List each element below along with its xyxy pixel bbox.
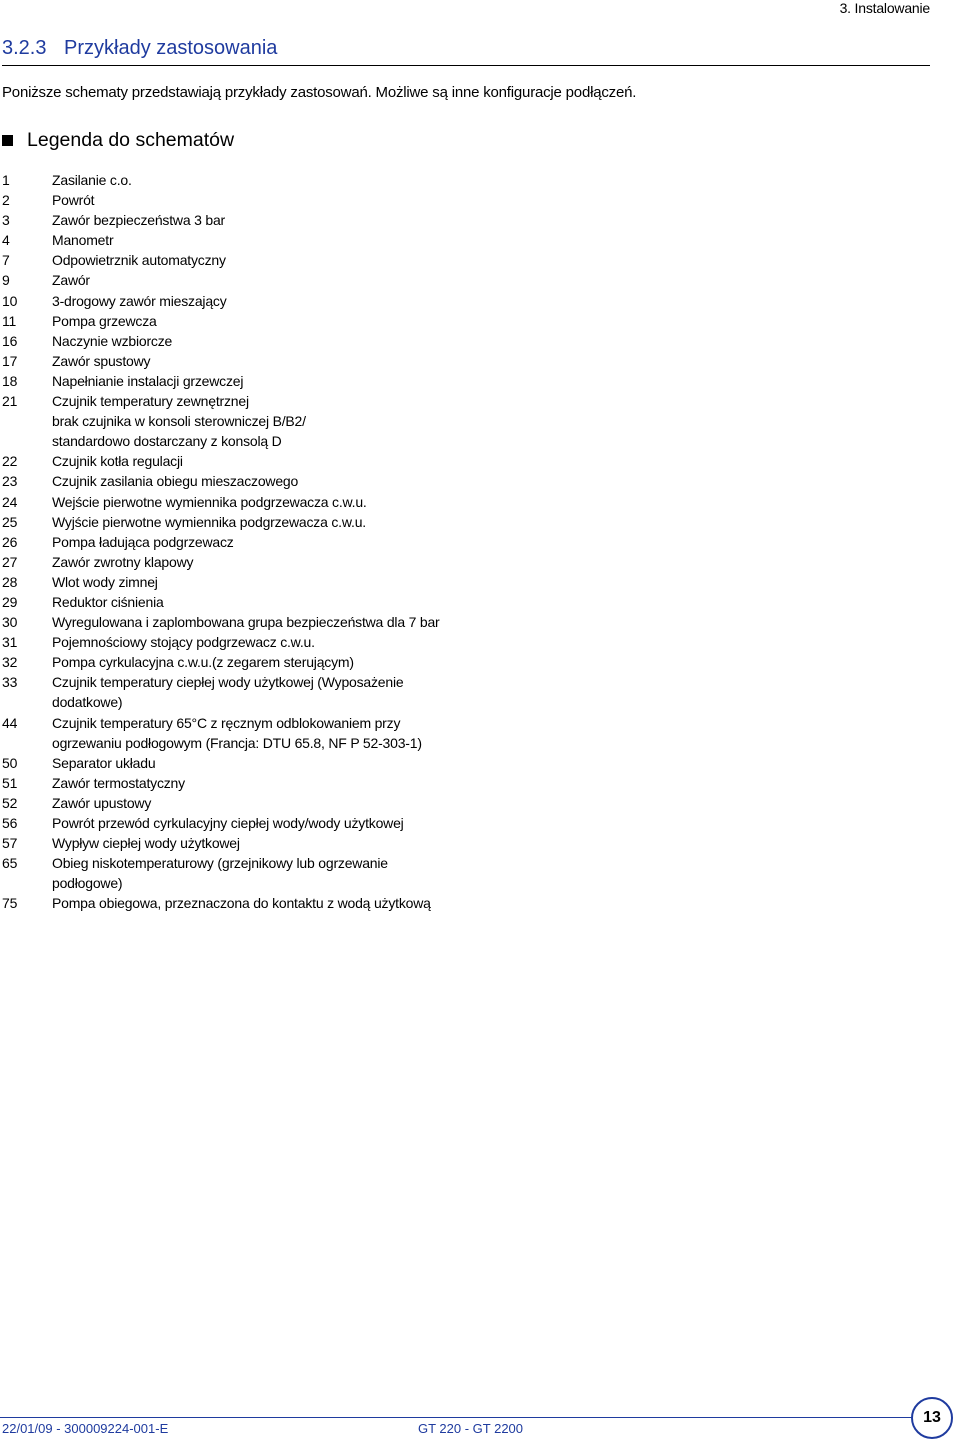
legend-item-text: Czujnik temperatury 65°C z ręcznym odblokowaniem przy ogrzewaniu podłogowym (Francja: DTU 65.8, NF P 52-303-1) xyxy=(52,714,422,751)
legend-item-number: 52 xyxy=(2,794,18,811)
legend-item-text: Czujnik temperatury zewnętrznej brak czujnika w konsoli sterowniczej B/B2/ standardowo dostarczany z konsolą D xyxy=(52,393,306,450)
legend-item-number: 10 xyxy=(2,292,18,309)
legend-item xyxy=(2,471,902,491)
legend-item xyxy=(2,291,902,311)
legend-item-number: 31 xyxy=(2,634,18,651)
legend-item-number: 2 xyxy=(2,192,10,209)
legend-item-number: 9 xyxy=(2,272,10,289)
legend-item-text: Zawór bezpieczeństwa 3 bar xyxy=(52,212,225,229)
legend-item xyxy=(2,371,902,391)
section-heading xyxy=(2,37,930,66)
legend-item-text: Zawór zwrotny klapowy xyxy=(52,553,194,570)
legend-item xyxy=(2,351,902,371)
legend-item xyxy=(2,492,902,512)
legend-item-text: Wejście pierwotne wymiennika podgrzewacza c.w.u. xyxy=(52,493,367,510)
legend-item xyxy=(2,170,902,190)
legend-item-text: Wyregulowana i zaplombowana grupa bezpieczeństwa dla 7 bar xyxy=(52,614,440,631)
legend-item-text: Wypływ ciepłej wody użytkowej xyxy=(52,835,240,852)
legend-item-number: 22 xyxy=(2,453,18,470)
legend-item-number: 28 xyxy=(2,573,18,590)
legend-item xyxy=(2,672,902,712)
legend-item-text: 3-drogowy zawór mieszający xyxy=(52,292,227,309)
legend-item xyxy=(2,311,902,331)
legend-item-text: Pompa cyrkulacyjna c.w.u.(z zegarem sterującym) xyxy=(52,654,354,671)
legend-item-text: Zawór upustowy xyxy=(52,794,152,811)
legend-item xyxy=(2,753,902,773)
legend-item xyxy=(2,230,902,250)
legend-item-number: 18 xyxy=(2,372,18,389)
legend-item-number: 56 xyxy=(2,815,18,831)
legend-item xyxy=(2,632,902,652)
legend-item xyxy=(2,391,902,451)
legend-item-text: Zawór termostatyczny xyxy=(52,774,185,791)
footer-doc-ref: 22/01/09 - 300009224-001-E xyxy=(2,1421,169,1436)
legend-item-text: Pompa grzewcza xyxy=(52,312,157,329)
legend-item-number: 33 xyxy=(2,674,18,691)
legend-item xyxy=(2,773,902,793)
legend-item xyxy=(2,713,902,753)
legend-item-text: Czujnik zasilania obiegu mieszaczowego xyxy=(52,473,299,490)
section-title: Przykłady zastosowania xyxy=(64,37,278,59)
legend-item-text: Reduktor ciśnienia xyxy=(52,593,164,610)
legend-item-number: 30 xyxy=(2,614,18,631)
legend-item xyxy=(2,893,902,913)
legend-item-text: Powrót przewód cyrkulacyjny ciepłej wody/wody użytkowej xyxy=(52,815,404,831)
legend-item-text: Pompa ładująca podgrzewacz xyxy=(52,533,234,550)
legend-item-number: 29 xyxy=(2,593,18,610)
legend-item-text: Zasilanie c.o. xyxy=(52,172,132,188)
legend-item xyxy=(2,210,902,230)
legend-item-text: Powrót xyxy=(52,192,95,209)
legend-item-text: Wyjście pierwotne wymiennika podgrzewacza c.w.u. xyxy=(52,513,366,530)
legend-item-text: Napełnianie instalacji grzewczej xyxy=(52,372,244,389)
legend-item xyxy=(2,190,902,210)
legend-item-number: 21 xyxy=(2,393,18,410)
legend-item-text: Manometr xyxy=(52,232,114,249)
legend-item-text: Zawór xyxy=(52,272,90,289)
legend-item-number: 23 xyxy=(2,473,18,490)
legend-item-text: Pompa obiegowa, przeznaczona do kontaktu z wodą użytkową xyxy=(52,895,431,912)
section-number: 3.2.3 xyxy=(2,37,47,59)
legend-item xyxy=(2,532,902,552)
legend-item-number: 25 xyxy=(2,513,18,530)
running-header: 3. Instalowanie xyxy=(839,0,930,16)
legend-item xyxy=(2,552,902,572)
legend-item-text: Wlot wody zimnej xyxy=(52,573,158,590)
legend-item xyxy=(2,592,902,612)
legend-item xyxy=(2,853,902,893)
legend-item xyxy=(2,331,902,351)
legend-item xyxy=(2,250,902,270)
legend-item-number: 50 xyxy=(2,754,18,771)
legend-item-text: Pojemnościowy stojący podgrzewacz c.w.u. xyxy=(52,634,315,651)
footer-model: GT 220 - GT 2200 xyxy=(418,1421,524,1436)
legend-item xyxy=(2,512,902,532)
legend-item-number: 24 xyxy=(2,493,18,510)
legend-item-number: 26 xyxy=(2,533,18,550)
legend-item-number: 27 xyxy=(2,553,18,570)
legend-item-number: 4 xyxy=(2,232,10,249)
legend-item xyxy=(2,270,902,290)
legend-item-text: Obieg niskotemperaturowy (grzejnikowy lub ogrzewanie podłogowe) xyxy=(52,855,388,892)
legend-item-text: Separator układu xyxy=(52,754,156,771)
legend-item-number: 17 xyxy=(2,352,18,369)
legend-item xyxy=(2,451,902,471)
legend-list xyxy=(2,170,902,913)
legend-item-text: Czujnik kotła regulacji xyxy=(52,453,183,470)
legend-item-number: 16 xyxy=(2,332,18,349)
legend-heading xyxy=(2,129,234,152)
legend-item xyxy=(2,612,902,632)
legend-item xyxy=(2,833,902,853)
legend-item-text: Naczynie wzbiorcze xyxy=(52,332,173,349)
legend-item-number: 57 xyxy=(2,835,18,852)
footer-divider xyxy=(0,1417,912,1418)
legend-title: Legenda do schematów xyxy=(27,129,235,151)
legend-item-text: Czujnik temperatury ciepłej wody użytkowej (Wyposażenie dodatkowe) xyxy=(52,674,404,711)
legend-item xyxy=(2,572,902,592)
legend-item-number: 32 xyxy=(2,654,18,671)
legend-item-number: 7 xyxy=(2,252,10,269)
legend-item xyxy=(2,793,902,813)
legend-item-number: 11 xyxy=(2,312,17,329)
legend-item-number: 51 xyxy=(2,774,18,791)
legend-item xyxy=(2,813,902,833)
legend-item-text: Zawór spustowy xyxy=(52,352,151,369)
legend-item-number: 3 xyxy=(2,212,10,229)
square-bullet-icon xyxy=(2,135,13,146)
legend-item-number: 44 xyxy=(2,714,18,731)
page-number-badge: 13 xyxy=(911,1397,953,1439)
legend-item-number: 75 xyxy=(2,895,18,912)
legend-item-text: Odpowietrznik automatyczny xyxy=(52,252,226,269)
intro-paragraph: Poniższe schematy przedstawiają przykłady zastosowań. Możliwe są inne konfiguracje podłączeń. xyxy=(2,84,637,101)
legend-item-number: 1 xyxy=(2,172,10,188)
legend-item xyxy=(2,652,902,672)
legend-item-number: 65 xyxy=(2,855,18,872)
